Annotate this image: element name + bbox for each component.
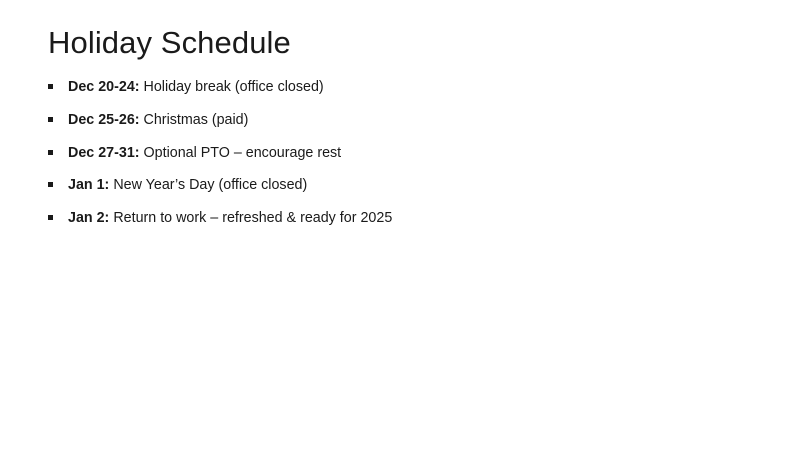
square-bullet-icon xyxy=(48,215,53,220)
list-item xyxy=(48,209,748,228)
square-bullet-icon xyxy=(48,117,53,122)
list-item-text: Christmas (paid) xyxy=(143,111,249,128)
bullet-list xyxy=(48,78,748,242)
page-title: Holiday Schedule xyxy=(48,25,291,60)
list-item xyxy=(48,144,748,163)
list-item-text: Holiday break (office closed) xyxy=(143,79,324,95)
list-item-text: Optional PTO – encourage rest xyxy=(143,144,342,161)
list-item-lead: Jan 2: xyxy=(68,210,110,227)
list-item-lead: Jan 1: xyxy=(68,177,110,194)
list-item-text: New Year’s Day (office closed) xyxy=(113,177,308,194)
square-bullet-icon xyxy=(48,150,53,155)
list-item xyxy=(48,176,748,195)
list-item xyxy=(48,111,748,130)
square-bullet-icon xyxy=(48,182,53,187)
list-item-lead: Dec 27-31: xyxy=(68,144,140,161)
list-item-text: Return to work – refreshed & ready for 2025 xyxy=(113,210,393,227)
list-item-lead: Dec 25-26: xyxy=(68,111,140,128)
square-bullet-icon xyxy=(48,84,53,89)
list-item xyxy=(48,78,748,97)
list-item-lead: Dec 20-24: xyxy=(68,79,140,95)
